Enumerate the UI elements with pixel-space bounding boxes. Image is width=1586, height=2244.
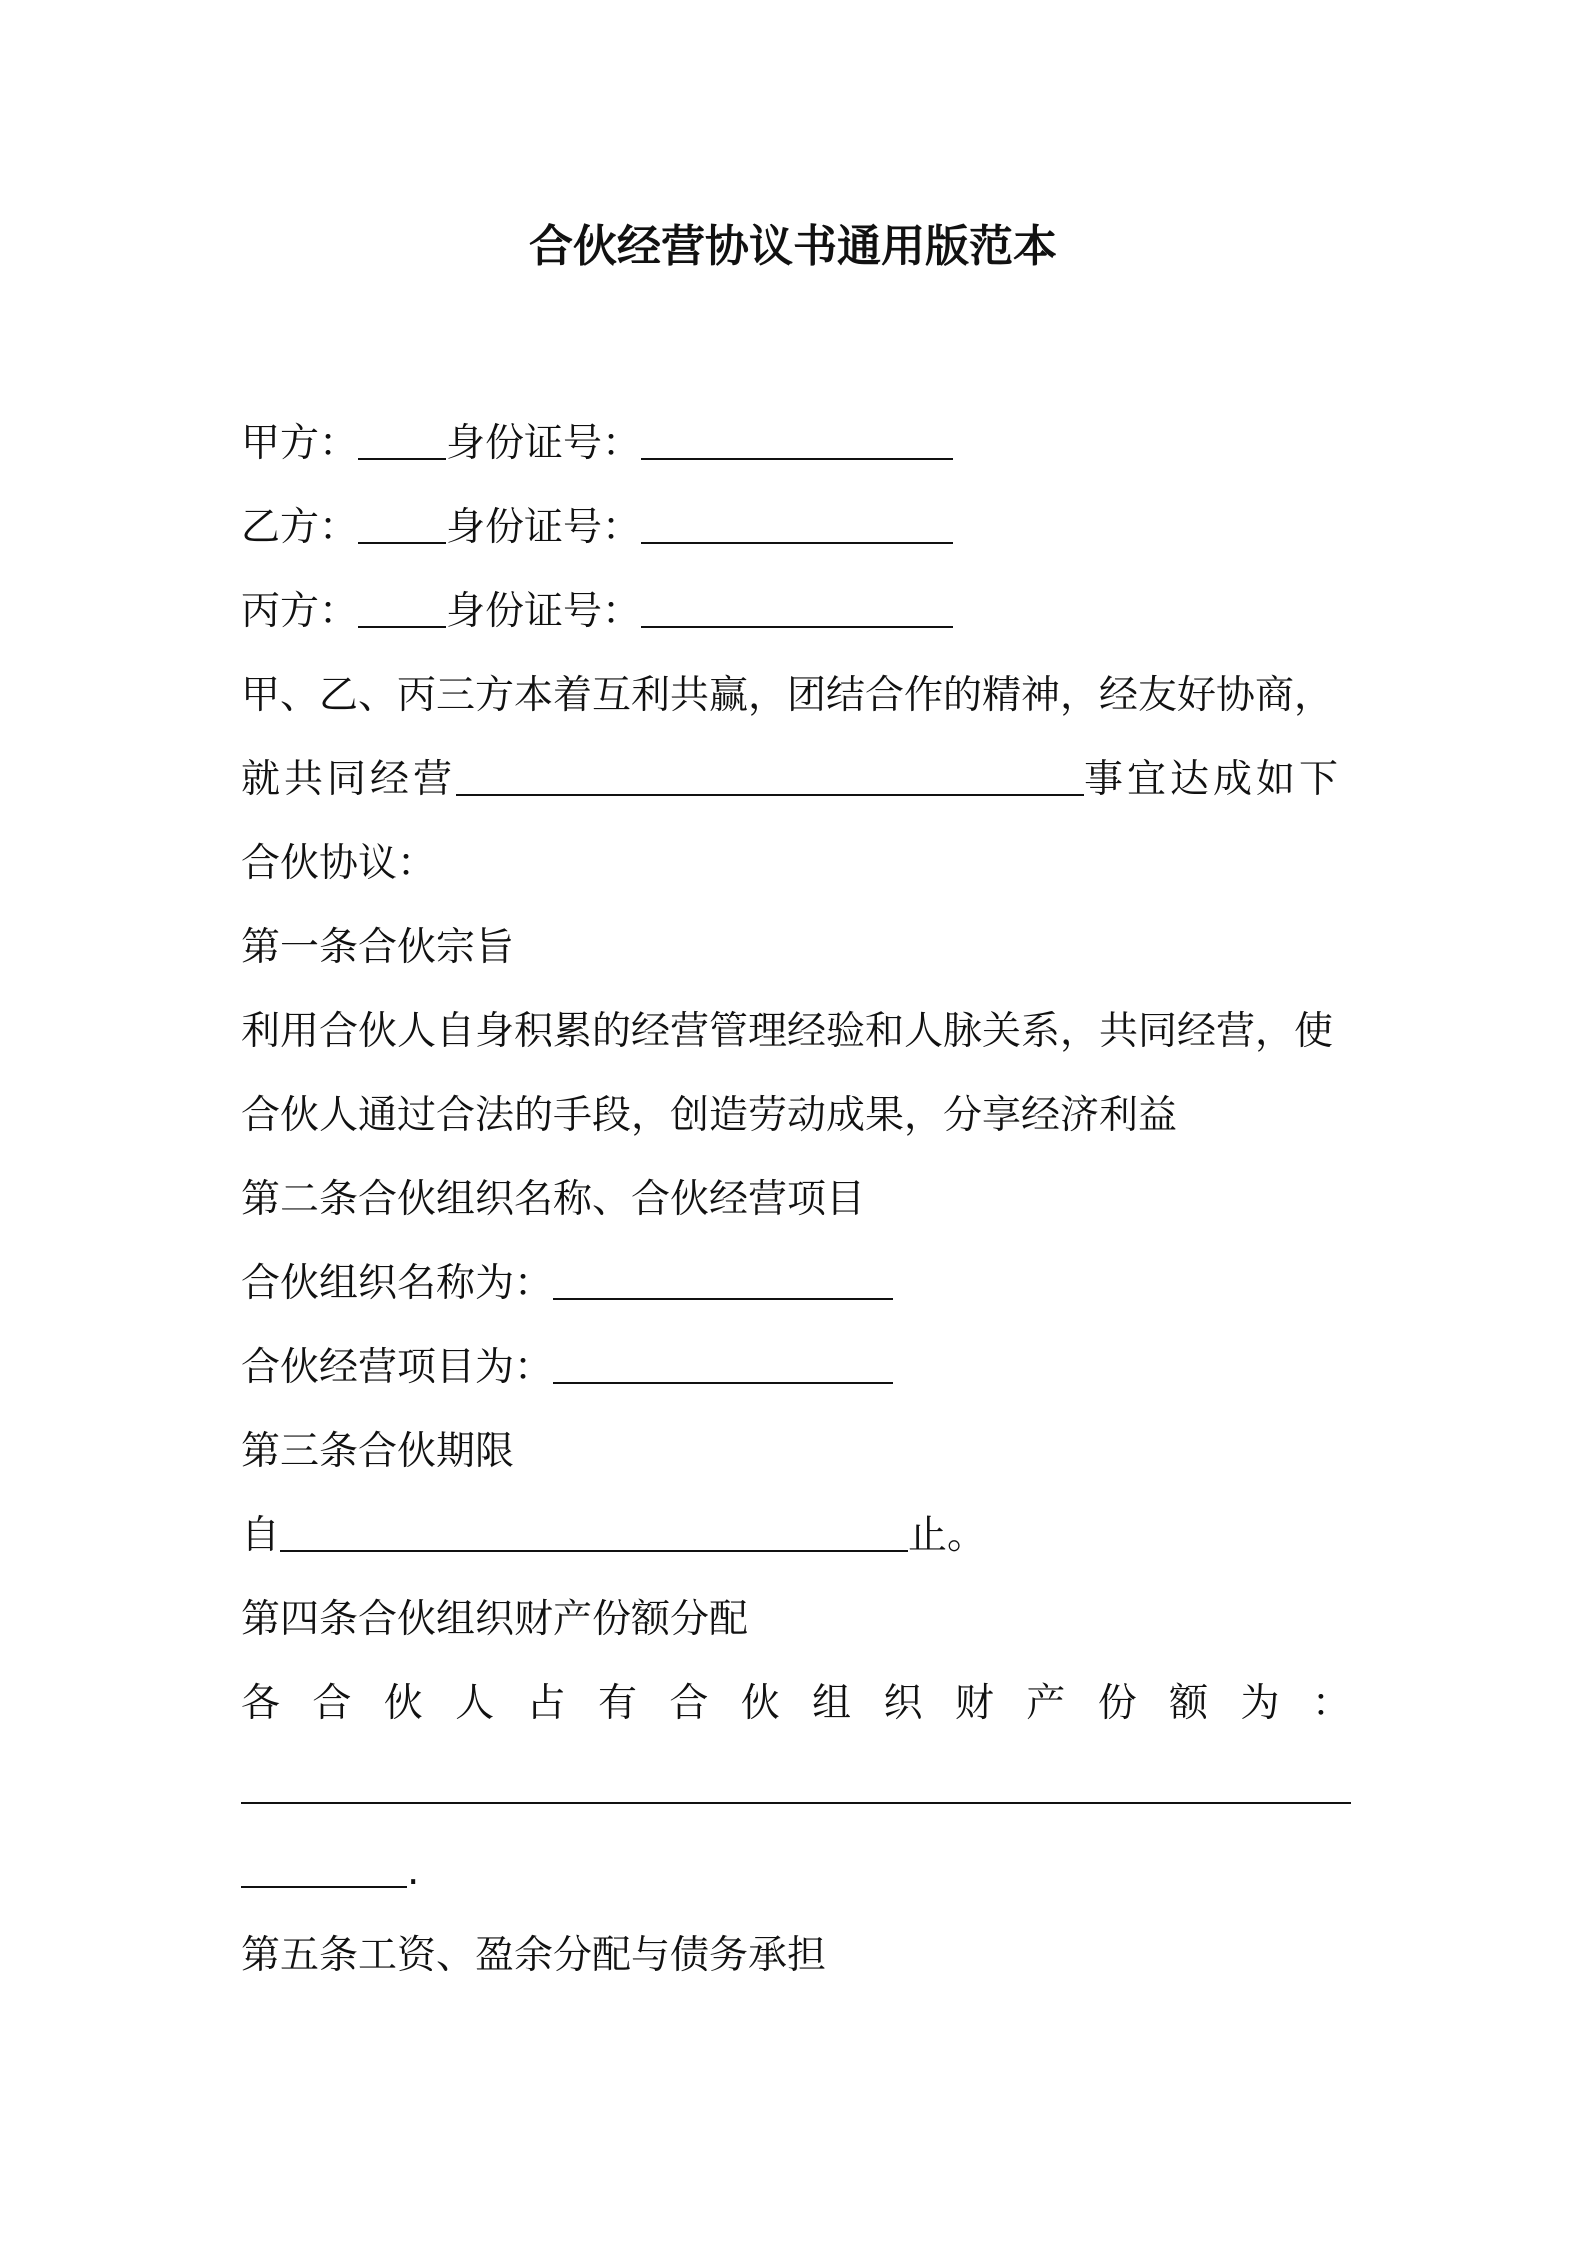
char: 额	[1169, 1681, 1209, 1726]
project-label: 合伙经营项目为：	[241, 1345, 554, 1390]
article-4-blank-line	[241, 1746, 1361, 1830]
intro-suffix: 事宜达成如下	[1084, 757, 1343, 802]
article-1-line-2: 合伙人通过合法的手段，创造劳动成果，分享经济利益	[241, 1093, 1178, 1138]
article-1-heading: 第一条合伙宗旨	[241, 925, 515, 970]
share-blank-short	[241, 1846, 407, 1888]
char: 伙	[383, 1681, 423, 1726]
article-2-project-line	[241, 1326, 1361, 1410]
name-blank	[358, 502, 446, 544]
char: 财	[954, 1681, 994, 1726]
share-blank-long	[241, 1762, 1351, 1804]
org-name-blank	[553, 1258, 893, 1300]
char: ：	[1311, 1681, 1351, 1726]
char: 份	[1097, 1681, 1137, 1726]
article-4-blank-end	[241, 1830, 1361, 1914]
end-mark: .	[407, 1849, 420, 1894]
article-3-term-line	[241, 1494, 1361, 1578]
article-3-heading: 第三条合伙期限	[241, 1429, 515, 1474]
char: 合	[312, 1681, 352, 1726]
article-4-heading: 第四条合伙组织财产份额分配	[241, 1597, 749, 1642]
char: 各	[241, 1681, 281, 1726]
party-label: 丙方：	[241, 589, 359, 634]
char: 有	[597, 1681, 637, 1726]
party-line-b	[241, 486, 1361, 570]
char: 为	[1240, 1681, 1280, 1726]
intro-line-1: 甲、乙、丙三方本着互利共赢，团结合作的精神，经友好协商，	[241, 673, 1334, 718]
id-blank	[641, 586, 953, 628]
document-title: 合伙经营协议书通用版范本	[529, 221, 1057, 272]
id-blank	[641, 502, 953, 544]
article-2-heading: 第二条合伙组织名称、合伙经营项目	[241, 1177, 866, 1222]
party-label: 甲方：	[241, 421, 359, 466]
document-body	[241, 402, 1361, 1998]
project-blank	[553, 1342, 893, 1384]
article-1-line-1: 利用合伙人自身积累的经营管理经验和人脉关系，共同经营，使	[241, 1009, 1334, 1054]
intro-prefix: 就共同经营	[241, 757, 457, 802]
article-5-heading: 第五条工资、盈余分配与债务承担	[241, 1933, 827, 1978]
id-label: 身份证号：	[446, 421, 642, 466]
term-blank	[280, 1510, 908, 1552]
intro-line-3: 合伙协议：	[241, 841, 437, 886]
char: 合	[669, 1681, 709, 1726]
business-blank	[456, 754, 1084, 796]
char: 产	[1026, 1681, 1066, 1726]
org-name-label: 合伙组织名称为：	[241, 1261, 554, 1306]
article-4-spaced-line	[241, 1662, 1351, 1746]
name-blank	[358, 418, 446, 460]
article-2-name-line	[241, 1242, 1361, 1326]
term-suffix: 止。	[908, 1513, 987, 1558]
char: 组	[812, 1681, 852, 1726]
party-line-a	[241, 402, 1361, 486]
intro-line-2	[241, 738, 1361, 822]
party-label: 乙方：	[241, 505, 359, 550]
id-blank	[641, 418, 953, 460]
id-label: 身份证号：	[446, 505, 642, 550]
char: 人	[455, 1681, 495, 1726]
char: 织	[883, 1681, 923, 1726]
id-label: 身份证号：	[446, 589, 642, 634]
char: 伙	[740, 1681, 780, 1726]
party-line-c	[241, 570, 1361, 654]
term-prefix: 自	[241, 1513, 281, 1558]
char: 占	[526, 1681, 566, 1726]
name-blank	[358, 586, 446, 628]
